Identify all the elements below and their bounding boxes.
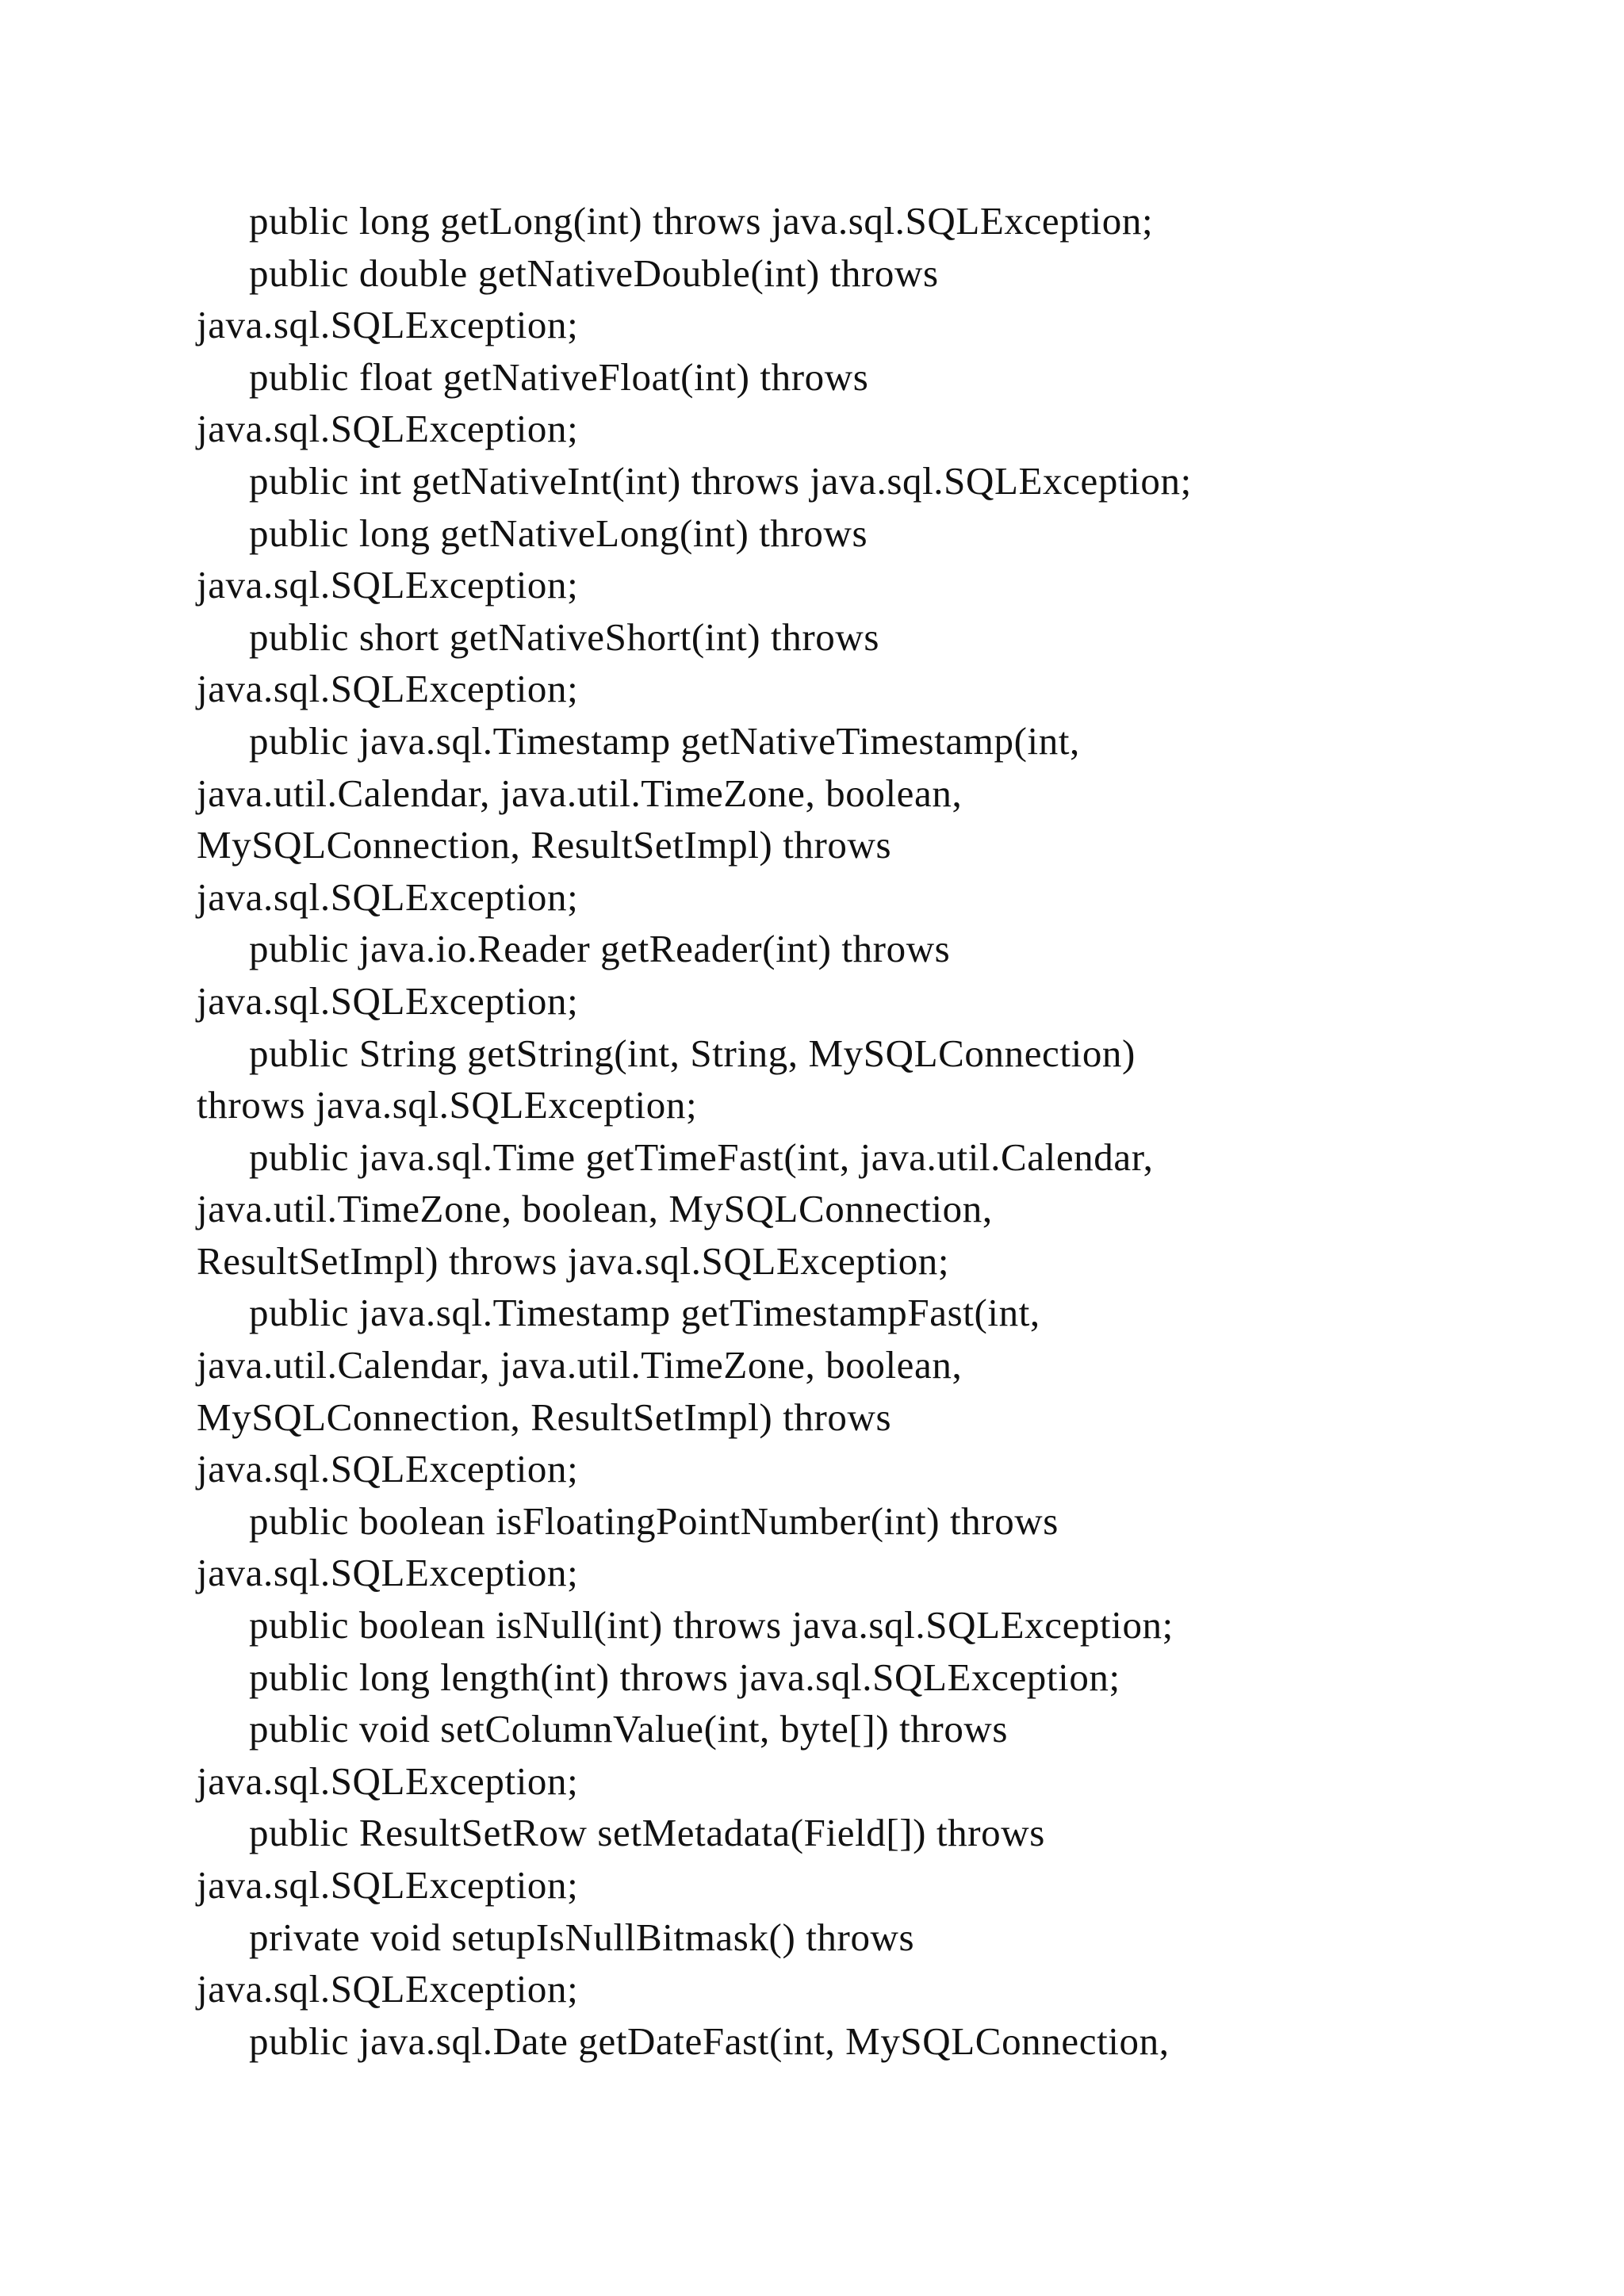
document-line: public boolean isNull(int) throws java.sql.SQLException; <box>249 1603 1174 1647</box>
document-line: public double getNativeDouble(int) throws <box>249 251 939 295</box>
document-line: java.util.Calendar, java.util.TimeZone, boolean, <box>197 771 963 815</box>
document-line: ResultSetImpl) throws java.sql.SQLException; <box>197 1238 950 1283</box>
document-line: java.sql.SQLException; <box>197 1551 579 1595</box>
document-line: java.sql.SQLException; <box>197 1447 579 1491</box>
document-line: java.sql.SQLException; <box>197 563 579 607</box>
document-line: public short getNativeShort(int) throws <box>249 614 880 659</box>
document-line: public float getNativeFloat(int) throws <box>249 354 869 399</box>
document-line: public long getLong(int) throws java.sql.SQLException; <box>249 199 1154 243</box>
document-line: public ResultSetRow setMetadata(Field[]) throws <box>249 1811 1045 1855</box>
document-line: public java.io.Reader getReader(int) throws <box>249 927 951 971</box>
document-line: private void setupIsNullBitmask() throws <box>249 1915 915 1959</box>
document-line: java.sql.SQLException; <box>197 407 579 451</box>
document-line: public boolean isFloatingPointNumber(int) throws <box>249 1498 1059 1543</box>
document-line: java.sql.SQLException; <box>197 667 579 711</box>
document-line: public long getNativeLong(int) throws <box>249 511 868 555</box>
document-line: java.util.Calendar, java.util.TimeZone, boolean, <box>197 1343 963 1387</box>
document-line: java.util.TimeZone, boolean, MySQLConnection, <box>197 1187 993 1231</box>
document-line: public java.sql.Timestamp getNativeTimestamp(int, <box>249 718 1080 763</box>
document-line: MySQLConnection, ResultSetImpl) throws <box>197 1395 892 1439</box>
document-line: public java.sql.Time getTimeFast(int, java.util.Calendar, <box>249 1135 1154 1179</box>
document-line: throws java.sql.SQLException; <box>197 1083 698 1127</box>
document-line: java.sql.SQLException; <box>197 303 579 347</box>
document-line: public java.sql.Date getDateFast(int, MySQLConnection, <box>249 2019 1170 2063</box>
document-line: MySQLConnection, ResultSetImpl) throws <box>197 823 892 867</box>
document-line: public void setColumnValue(int, byte[]) throws <box>249 1707 1009 1751</box>
document-line: java.sql.SQLException; <box>197 1758 579 1803</box>
document-line: java.sql.SQLException; <box>197 978 579 1023</box>
document-body <box>197 195 1434 2067</box>
document-line: public long length(int) throws java.sql.SQLException; <box>249 1655 1120 1699</box>
document-line: public int getNativeInt(int) throws java.sql.SQLException; <box>249 458 1192 503</box>
document-line: java.sql.SQLException; <box>197 874 579 919</box>
document-line: java.sql.SQLException; <box>197 1967 579 2011</box>
document-line: java.sql.SQLException; <box>197 1863 579 1907</box>
document-line: public String getString(int, String, MySQLConnection) <box>249 1031 1136 1075</box>
document-line: public java.sql.Timestamp getTimestampFast(int, <box>249 1291 1040 1335</box>
